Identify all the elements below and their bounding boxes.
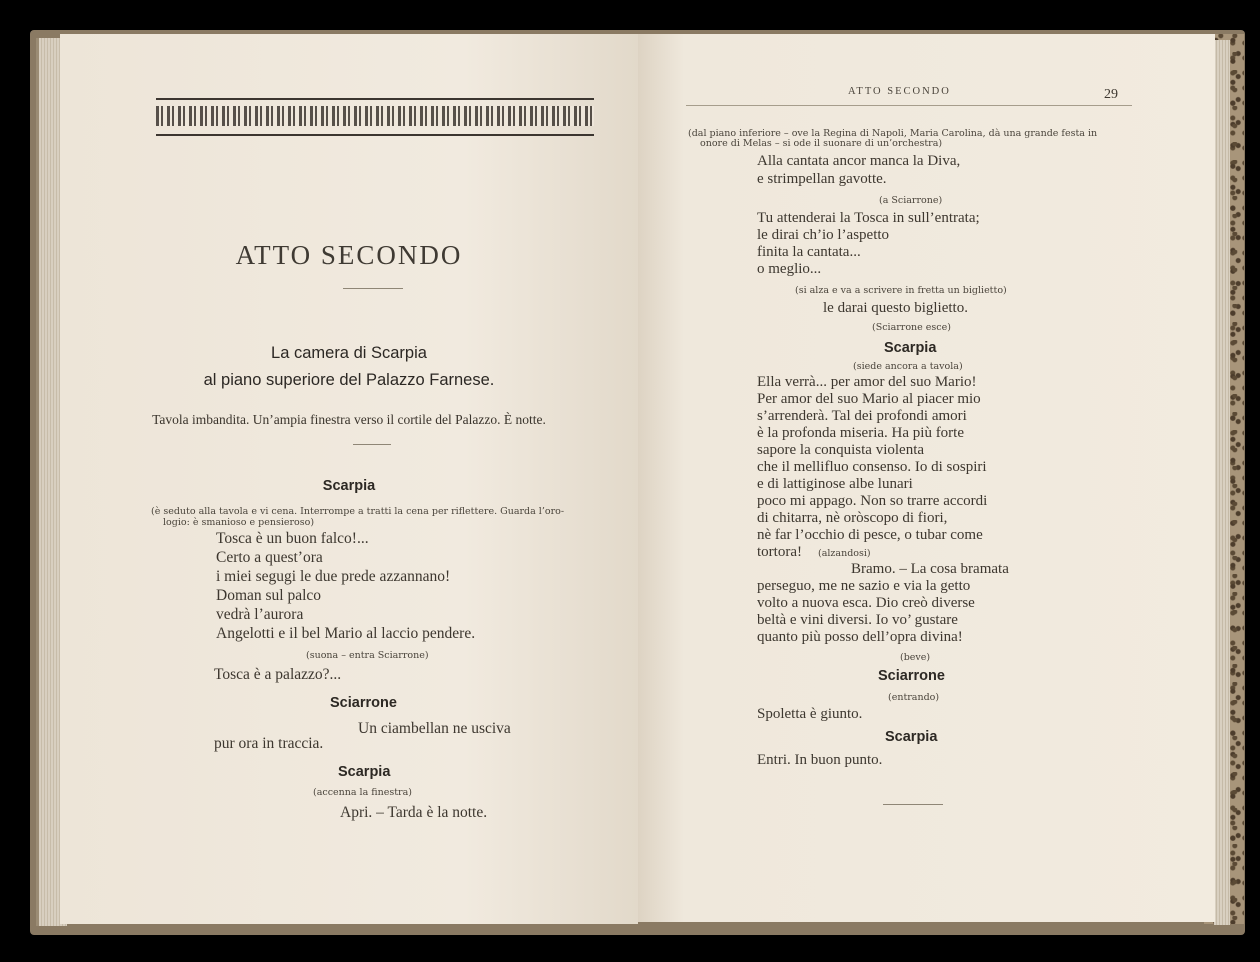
scene-title-line-2: al piano superiore del Palazzo Farnese. bbox=[203, 371, 495, 389]
speaker-scarpia: Scarpia bbox=[884, 340, 937, 356]
verse-line: Angelotti e il bel Mario al laccio pendere. bbox=[216, 625, 476, 642]
verse-line: Per amor del suo Mario al piacer mio bbox=[757, 391, 981, 407]
divider-rule bbox=[883, 804, 943, 805]
verse-line: le darai questo biglietto. bbox=[823, 300, 968, 316]
stage-direction: (entrando) bbox=[888, 692, 940, 703]
stage-direction: (dal piano inferiore – ove la Regina di Napoli, Maria Carolina, dà una grande festa in bbox=[688, 128, 1098, 139]
stage-direction: (suona – entra Sciarrone) bbox=[306, 650, 429, 661]
verse-line: Spoletta è giunto. bbox=[757, 706, 863, 722]
verse-line: poco mi appago. Non so trarre accordi bbox=[757, 493, 988, 509]
verse-line: che il mellifluo consenso. Io di sospiri bbox=[757, 459, 987, 475]
verse-line: sapore la conquista violenta bbox=[757, 442, 925, 458]
stage-direction: (beve) bbox=[900, 652, 931, 663]
header-rule bbox=[686, 105, 1132, 106]
verse-line: è la profonda miseria. Ha più forte bbox=[757, 425, 965, 441]
speaker-scarpia: Scarpia bbox=[885, 729, 938, 745]
stage-direction: (accenna la finestra) bbox=[313, 787, 412, 798]
stage-direction: (alzandosi) bbox=[818, 548, 871, 559]
right-page bbox=[638, 34, 1215, 922]
verse-line: s’arrenderà. Tal dei profondi amori bbox=[757, 408, 967, 424]
verse-line: Entri. In buon punto. bbox=[757, 752, 883, 768]
stage-direction: onore di Melas – si ode il suonare di un’orchestra) bbox=[700, 138, 943, 149]
verse-line: beltà e vini diversi. Io vo’ gustare bbox=[757, 612, 958, 628]
scene-title-line-1: La camera di Scarpia bbox=[271, 344, 427, 362]
divider-rule bbox=[353, 444, 391, 445]
running-header: ATTO SECONDO bbox=[848, 86, 951, 97]
verse-line: pur ora in traccia. bbox=[214, 735, 324, 752]
verse-line: o meglio... bbox=[757, 261, 822, 277]
ornament-band bbox=[156, 98, 594, 136]
stage-direction: (Sciarrone esce) bbox=[872, 322, 951, 333]
stage-direction: (a Sciarrone) bbox=[879, 195, 943, 206]
stage-direction: (si alza e va a scrivere in fretta un biglietto) bbox=[795, 285, 1007, 296]
verse-line: Bramo. – La cosa bramata bbox=[851, 561, 1009, 577]
verse-line: i miei segugi le due prede azzannano! bbox=[216, 568, 451, 585]
verse-line: e strimpellan gavotte. bbox=[757, 171, 887, 187]
setting-description: Tavola imbandita. Un’ampia finestra verso il cortile del Palazzo. È notte. bbox=[152, 412, 546, 427]
page-number: 29 bbox=[1104, 87, 1118, 102]
verse-line: di chitarra, nè oròscopo di fiori, bbox=[757, 510, 948, 526]
verse-line: Ella verrà... per amor del suo Mario! bbox=[757, 374, 977, 390]
verse-line: perseguo, me ne sazio e via la getto bbox=[757, 578, 971, 594]
verse-line: Un ciambellan ne usciva bbox=[358, 720, 511, 737]
speaker-scarpia: Scarpia bbox=[322, 478, 376, 494]
verse-line: Certo a quest’ora bbox=[216, 549, 323, 566]
verse-line: Doman sul palco bbox=[216, 587, 322, 604]
verse-line: vedrà l’aurora bbox=[216, 606, 304, 623]
verse-line: finita la cantata... bbox=[757, 244, 861, 260]
divider-rule bbox=[343, 288, 403, 289]
speaker-sciarrone: Sciarrone bbox=[878, 668, 945, 684]
verse-line: le dirai ch’io l’aspetto bbox=[757, 227, 890, 243]
verse-line: e di lattiginose albe lunari bbox=[757, 476, 913, 492]
verse-line: quanto più posso dell’opra divina! bbox=[757, 629, 963, 645]
verse-line: Tu attenderai la Tosca in sull’entrata; bbox=[757, 210, 980, 226]
left-page bbox=[60, 34, 638, 924]
speaker-scarpia: Scarpia bbox=[338, 764, 391, 780]
verse-line: tortora! bbox=[757, 544, 802, 560]
verse-line: Apri. – Tarda è la notte. bbox=[340, 804, 488, 821]
stage-direction: logio: è smanioso e pensieroso) bbox=[163, 517, 315, 528]
verse-line: volto a nuova esca. Dio creò diverse bbox=[757, 595, 975, 611]
verse-line: Alla cantata ancor manca la Diva, bbox=[757, 153, 961, 169]
verse-line: Tosca è un buon falco!... bbox=[216, 530, 369, 547]
page-edges-right bbox=[1214, 40, 1230, 925]
act-title: ATTO SECONDO bbox=[235, 240, 463, 270]
ornament-pattern bbox=[156, 106, 594, 126]
stage-direction: (siede ancora a tavola) bbox=[853, 361, 963, 372]
verse-line: Tosca è a palazzo?... bbox=[214, 666, 342, 683]
speaker-sciarrone: Sciarrone bbox=[330, 695, 397, 711]
verse-line: nè far l’occhio di pesce, o tubar come bbox=[757, 527, 983, 543]
stage-direction: (è seduto alla tavola e vi cena. Interrompe a tratti la cena per riflettere. Guarda l’oro- bbox=[151, 506, 565, 517]
